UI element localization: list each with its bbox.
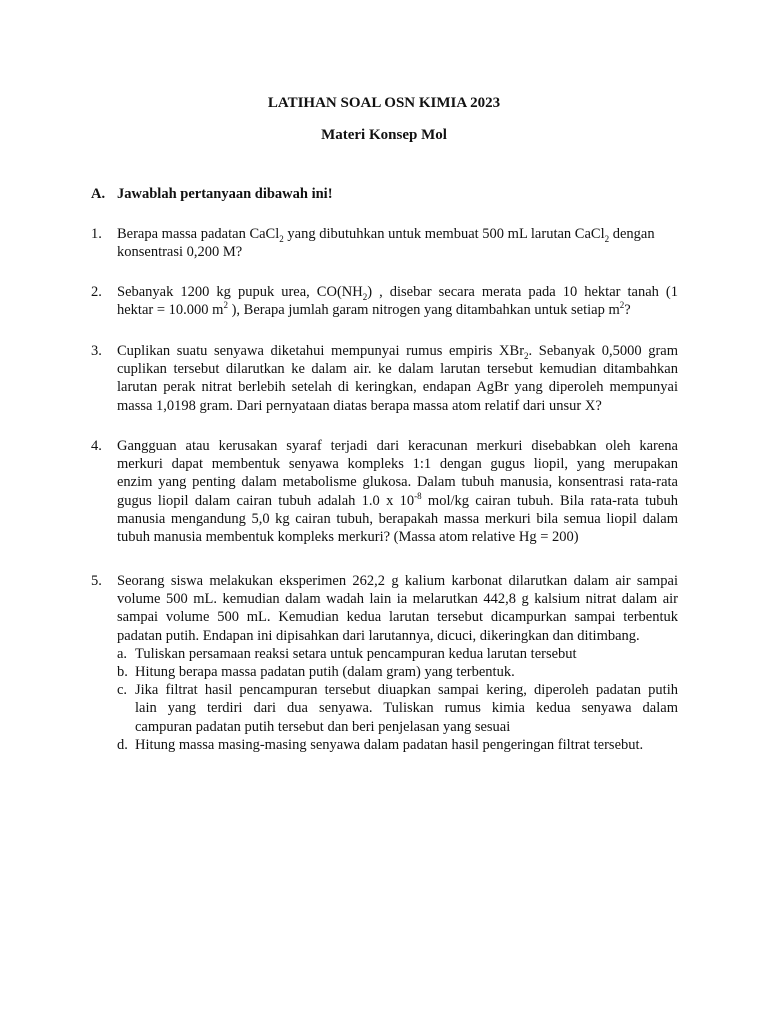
superscript: 2: [619, 300, 625, 311]
sub-question-line: Tuliskan persamaan reaksi setara untuk pencampuran kedua larutan tersebut: [135, 645, 577, 662]
text: Cuplikan suatu senyawa diketahui mempunyai rumus empiris XBr: [117, 343, 525, 359]
sub-question-label: a.: [117, 645, 128, 662]
sub-question-label: d.: [117, 736, 128, 753]
subscript: 2: [279, 233, 284, 244]
text: . Sebanyak 0,5000 gram: [528, 343, 678, 359]
question-body: [117, 283, 678, 319]
text: Sebanyak 1200 kg pupuk urea, CO(NH: [117, 284, 363, 300]
question-number: 4.: [91, 438, 102, 454]
question-body: [117, 572, 678, 754]
question-line: padatan putih. Endapan ini dipisahkan dari larutannya, dicuci, dikeringkan dan ditimbang.: [117, 627, 640, 644]
question-2: [91, 283, 678, 319]
question-line: [117, 301, 678, 319]
sub-question-line: campuran padatan putih tersebut dan beri penjelasan yang sesuai: [135, 718, 511, 735]
question-body: [117, 342, 678, 415]
question-1: [91, 225, 678, 261]
text: ), Berapa jumlah garam nitrogen yang ditambahkan untuk setiap m: [227, 302, 620, 319]
question-line: [117, 492, 678, 510]
sub-question-line: Hitung massa masing-masing senyawa dalam padatan hasil pengeringan filtrat tersebut.: [135, 736, 644, 753]
question-body: [117, 225, 678, 261]
question-line: [117, 342, 678, 360]
question-number: 1.: [91, 226, 102, 242]
question-line: merkuri dapat membentuk senyawa kompleks 1:1 dengan gugus liopil, yang merupakan: [117, 456, 678, 473]
text: dengan: [609, 226, 655, 242]
text: gugus liopil dalam cairan tubuh adalah 1.0 x 10: [117, 492, 415, 509]
question-line: [117, 225, 678, 243]
question-line: sampai volume 500 mL. Kemudian kedua larutan tersebut dicampurkan sampai terbentuk: [117, 609, 678, 626]
question-line: volume 500 mL. kemudian dalam wadah lain ia melarutkan 442,8 g kalsium nitrat dalam air: [117, 591, 678, 608]
sub-question-line: Hitung berapa massa padatan putih (dalam gram) yang terbentuk.: [135, 664, 515, 681]
question-number: 3.: [91, 343, 102, 359]
text: Berapa massa padatan CaCl: [117, 226, 280, 242]
text: yang dibutuhkan untuk membuat 500 mL larutan CaCl: [283, 226, 605, 242]
question-line: enzim yang penting dalam metabolisme glukosa. Dalam tubuh manusia, konsentrasi rata-rata: [117, 474, 678, 491]
question-line: konsentrasi 0,200 M?: [117, 244, 243, 261]
sub-question-label: c.: [117, 682, 128, 699]
superscript: 2: [223, 300, 228, 311]
question-line: massa 1,0198 gram. Dari pernyataan diatas berapa massa atom relatif dari unsur X?: [117, 397, 602, 414]
text: mol/kg cairan tubuh. Bila rata-rata tubuh: [421, 492, 678, 509]
text: hektar = 10.000 m: [117, 302, 224, 319]
question-3: [91, 342, 678, 415]
superscript: -8: [414, 490, 422, 501]
question-line: larutan perak nitrat berlebih setelah di keringkan, endapan AgBr yang diperoleh mempunyai: [117, 379, 678, 396]
sub-question-label: b.: [117, 664, 128, 681]
question-line: [117, 283, 678, 301]
question-line: manusia mengandung 5,0 kg cairan tubuh, berapakah massa merkuri bila semua liopil dalam: [117, 510, 678, 527]
question-line: Seorang siswa melakukan eksperimen 262,2 g kalium karbonat dilarutkan dalam air sampai: [117, 573, 678, 589]
question-body: [117, 437, 678, 546]
question-4: [91, 437, 678, 546]
sub-question-d: [117, 736, 678, 754]
question-number: 5.: [91, 573, 102, 589]
text: ) , disebar secara merata pada 10 hektar tanah (1: [367, 284, 678, 300]
question-5: [91, 572, 678, 754]
question-line: tubuh manusia membentuk kompleks merkuri? (Massa atom relative Hg = 200): [117, 529, 579, 546]
section-letter: A.: [91, 186, 106, 202]
sub-question-b: [117, 663, 678, 681]
question-number: 2.: [91, 284, 102, 300]
document-title: LATIHAN SOAL OSN KIMIA 2023: [267, 95, 501, 111]
section-title: Jawablah pertanyaan dibawah ini!: [117, 186, 333, 202]
question-line: cuplikan tersebut dilarutkan ke dalam air. ke dalam larutan tersebut kemudian ditambahkan: [117, 361, 678, 378]
subscript: 2: [604, 233, 610, 244]
sub-question-c: [117, 681, 678, 736]
sub-question-line: Jika filtrat hasil pencampuran tersebut diuapkan sampai kering, diperoleh padatan putih: [135, 682, 678, 699]
subscript: 2: [362, 291, 368, 302]
question-line: Gangguan atau kerusakan syaraf terjadi dari keracunan merkuri disebabkan oleh karena: [117, 438, 678, 454]
text: ?: [624, 302, 631, 319]
sub-question-a: [117, 645, 678, 663]
subscript: 2: [524, 350, 529, 361]
document-subtitle: Materi Konsep Mol: [321, 127, 447, 143]
sub-question-line: lain yang terdiri dari dua senyawa. Tuliskan rumus kimia kedua senyawa dalam: [135, 700, 678, 717]
section-heading: [91, 186, 333, 203]
